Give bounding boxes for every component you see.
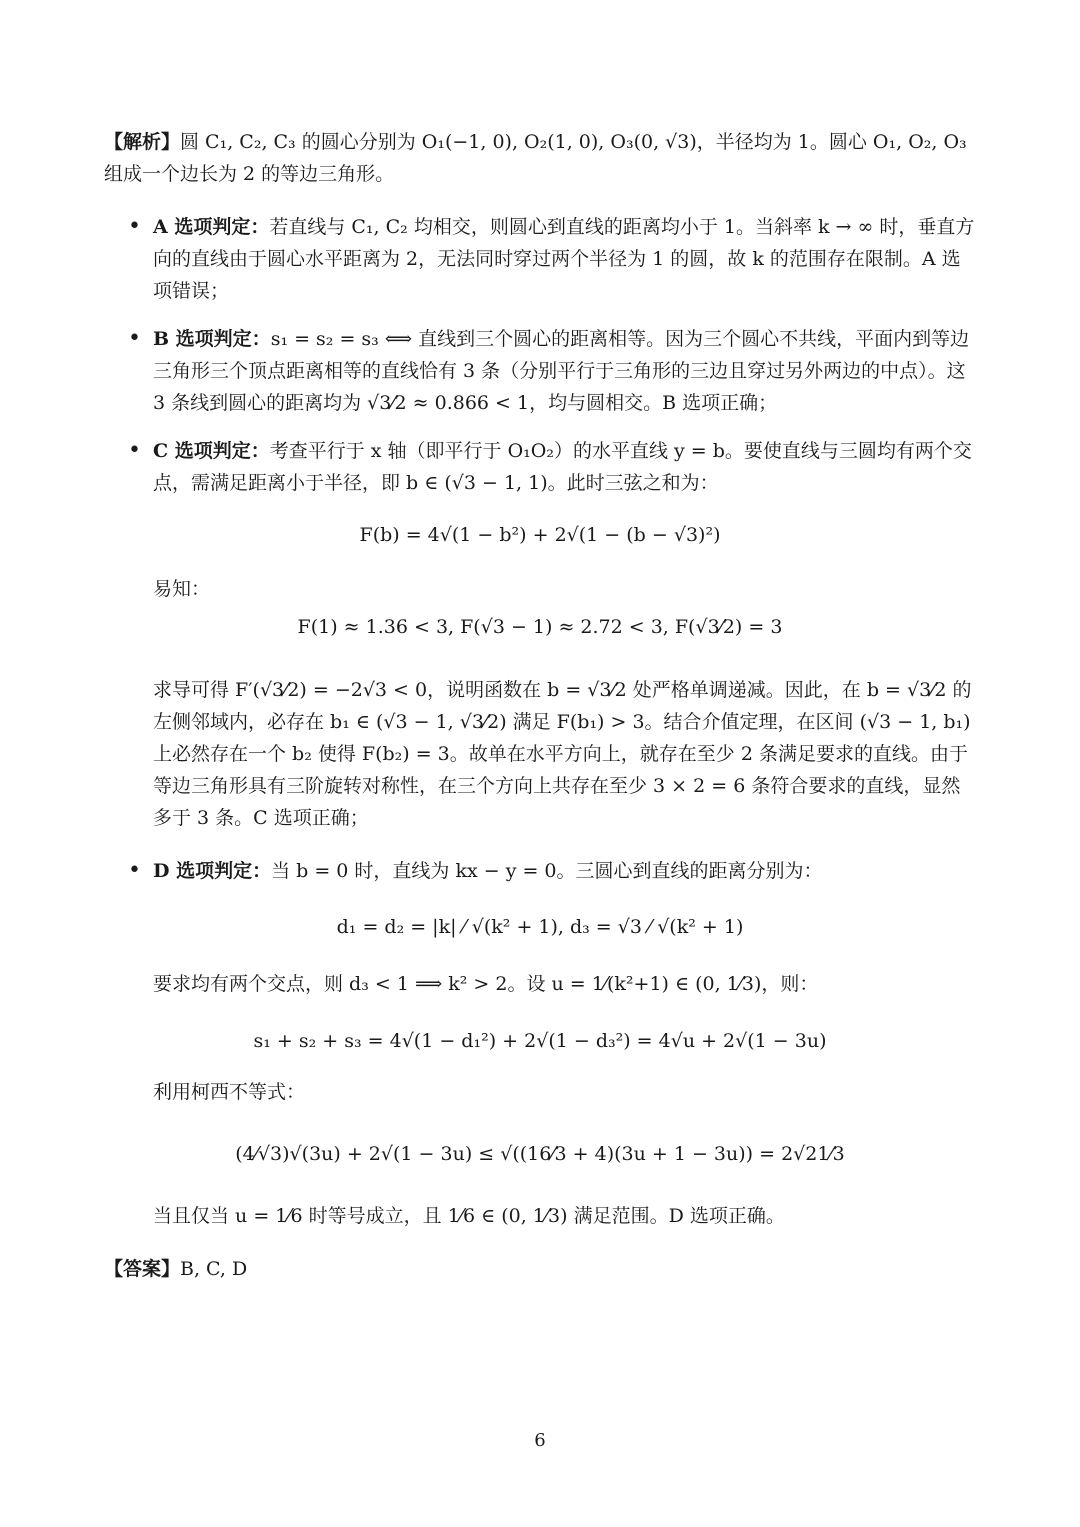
option-c-tag: C 选项判定： — [153, 440, 270, 462]
bullet-a: • — [128, 214, 141, 239]
option-a-tag: A 选项判定： — [153, 216, 270, 238]
option-c-paragraph — [153, 435, 979, 499]
equation-f-of-b: F(b) = 4√(1 − b²) + 2√(1 − (b − √3)²) — [359, 524, 721, 546]
option-d-tag: D 选项判定： — [153, 860, 272, 882]
option-b-tag: B 选项判定： — [153, 328, 271, 350]
answer-paragraph — [104, 1253, 980, 1285]
page-number: 6 — [534, 1430, 546, 1451]
answer-text: B, C, D — [180, 1258, 248, 1280]
option-b-text: s₁ = s₂ = s₃ ⟺ 直线到三个圆心的距离相等。因为三个圆心不共线，平面内到等边三角形三个顶点距离相等的直线恰有 3 条（分别平行于三角形的三边且穿过另外两边的中点）。这 3 条线到圆心的距离均为 √3⁄2 ≈ 0.866 < 1，均与圆相交。B 选项正确； — [153, 328, 970, 414]
option-c-derivation: 求导可得 F′(√3⁄2) = −2√3 < 0，说明函数在 b = √3⁄2 处严格单调递减。因此，在 b = √3⁄2 的左侧邻域内，必存在 b₁ ∈ (√3 − 1, √3⁄2) 满足 F(b₁) > 3。结合介值定理，在区间 (√3 − 1, b₁) 上必然存在一个 b₂ 使得 F(b₂) = 3。故单在水平方向上，就存在至少 2 条满足要求的直线。由于等边三角形具有三阶旋转对称性，在三个方向上共存在至少 3 × 2 = 6 条符合要求的直线，显然多于 3 条。C 选项正确； — [153, 679, 972, 829]
equation-distances: d₁ = d₂ = |k| ⁄ √(k² + 1), d₃ = √3 ⁄ √(k² + 1) — [336, 916, 744, 938]
equation-sum-of-chords: s₁ + s₂ + s₃ = 4√(1 − d₁²) + 2√(1 − d₃²) = 4√u + 2√(1 − 3u) — [253, 1030, 827, 1052]
option-d-text: 当 b = 0 时，直线为 kx − y = 0。三圆心到直线的距离分别为： — [271, 860, 823, 882]
option-b-paragraph — [153, 323, 979, 419]
analysis-paragraph — [104, 126, 980, 190]
analysis-text: 圆 C₁, C₂, C₃ 的圆心分别为 O₁(−1, 0), O₂(1, 0), O₃(0, √3)，半径均为 1。圆心 O₁, O₂, O₃ 组成一个边长为 2 的等边三角形。 — [104, 131, 967, 185]
option-d-condition: 要求均有两个交点，则 d₃ < 1 ⟹ k² > 2。设 u = 1⁄(k²+1) ∈ (0, 1⁄3)，则： — [153, 973, 819, 995]
equation-f-values: F(1) ≈ 1.36 < 3, F(√3 − 1) ≈ 2.72 < 3, F(√3⁄2) = 3 — [297, 616, 783, 638]
bullet-d: • — [128, 858, 141, 883]
analysis-tag: 【解析】 — [104, 131, 181, 153]
bullet-b: • — [128, 326, 141, 351]
option-a-text: 若直线与 C₁, C₂ 均相交，则圆心到直线的距离均小于 1。当斜率 k → ∞ 时，垂直方向的直线由于圆心水平距离为 2，无法同时穿过两个半径为 1 的圆，故 k 的范围存在限制。A 选项错误； — [153, 216, 975, 302]
answer-tag: 【答案】 — [104, 1258, 181, 1280]
option-d-conclusion: 当且仅当 u = 1⁄6 时等号成立，且 1⁄6 ∈ (0, 1⁄3) 满足范围。D 选项正确。 — [153, 1205, 785, 1227]
option-a-paragraph — [153, 211, 979, 307]
option-d-paragraph — [153, 855, 979, 887]
bullet-c: • — [128, 438, 141, 463]
equation-cauchy: (4⁄√3)√(3u) + 2√(1 − 3u) ≤ √((16⁄3 + 4)(3u + 1 − 3u)) = 2√21⁄3 — [235, 1143, 845, 1165]
option-c-text: 考查平行于 x 轴（即平行于 O₁O₂）的水平直线 y = b。要使直线与三圆均有两个交点，需满足距离小于半径，即 b ∈ (√3 − 1, 1)。此时三弦之和为： — [153, 440, 972, 494]
cauchy-label: 利用柯西不等式： — [153, 1081, 306, 1103]
easy-know-label: 易知： — [153, 578, 211, 600]
